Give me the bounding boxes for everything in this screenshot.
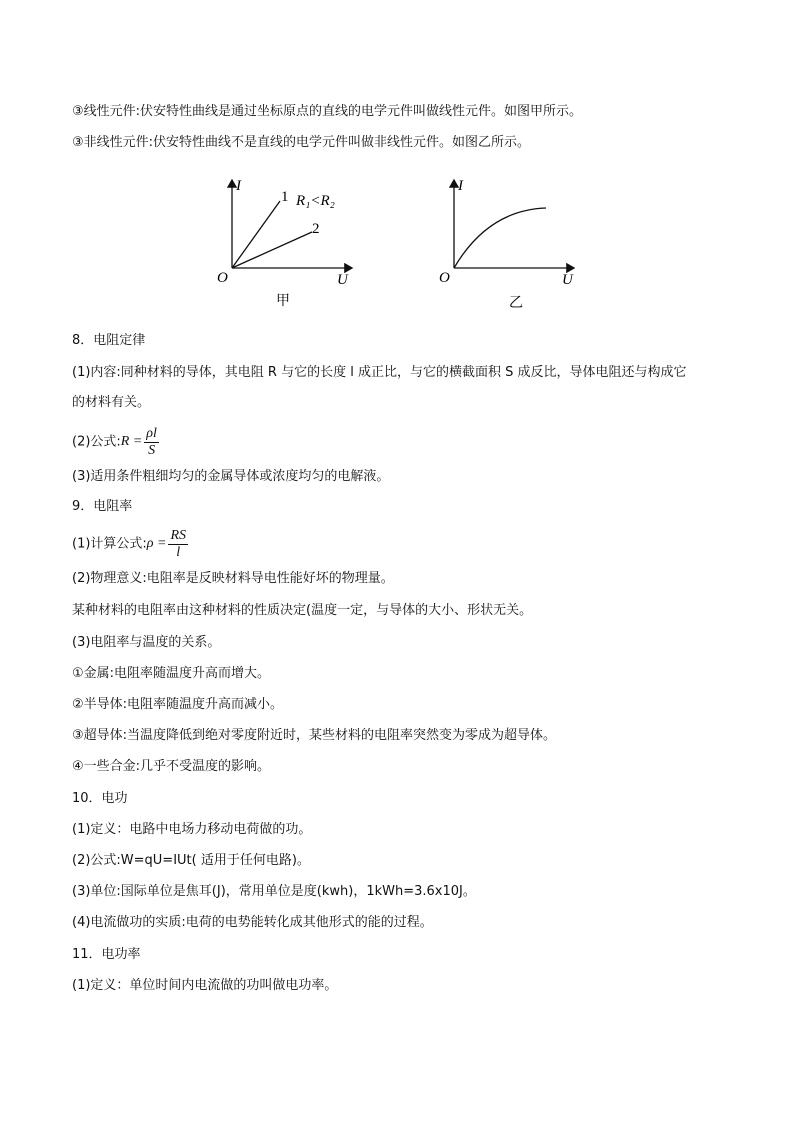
section-9-semiconductor: ②半导体:电阻率随温度升高而减小。	[72, 697, 284, 712]
section-9-heading: 9．电阻率	[72, 499, 133, 514]
x-axis-label: U	[562, 272, 573, 288]
x-axis-label: U	[337, 272, 348, 288]
section-8-condition: (3)适用条件粗细均匀的金属导体或浓度均匀的电解液。	[72, 469, 390, 484]
line-2	[232, 232, 312, 268]
figure-caption-jia: 甲	[276, 293, 290, 309]
resistance-relation: R₁<R₂	[296, 193, 335, 209]
section-9-meaning: (2)物理意义:电阻率是反映材料导电性能好坏的物理量。	[72, 571, 394, 586]
section-11-definition: (1)定义：单位时间内电流做的功叫做电功率。	[72, 978, 338, 993]
line-2-label: 2	[312, 221, 320, 237]
fraction-denominator: l	[176, 544, 181, 560]
fraction-numerator: RS	[170, 527, 187, 543]
section-9-determined: 某种材料的电阻率由这种材料的性质决定(温度一定，与导体的大小、形状无关。	[72, 603, 533, 618]
section-8-heading: 8．电阻定律	[72, 333, 146, 348]
nonlinear-element-text: ③非线性元件:伏安特性曲线不是直线的电学元件叫做非线性元件。如图乙所示。	[72, 135, 531, 150]
formula-label: (2)公式:	[72, 434, 121, 450]
resistivity-formula-lhs: ρ =	[146, 536, 167, 551]
section-9-alloy: ④一些合金:几乎不受温度的影响。	[72, 759, 271, 774]
fraction-numerator: ρl	[146, 425, 157, 441]
resistance-fraction	[144, 426, 159, 459]
section-11-heading: 11．电功率	[72, 947, 141, 962]
section-8-content-line2: 的材料有关。	[72, 395, 151, 410]
formula-label: (1)计算公式:	[72, 536, 147, 552]
section-9-superconductor: ③超导体:当温度降低到绝对零度附近时，某些材料的电阻率突然变为零成为超导体。	[72, 728, 557, 743]
figure-caption-yi: 乙	[509, 295, 523, 311]
fraction-denominator: S	[148, 442, 156, 458]
section-10-formula: (2)公式:W=qU=IUt( 适用于任何电路)。	[72, 853, 310, 868]
line-1	[232, 201, 280, 268]
section-9-temperature: (3)电阻率与温度的关系。	[72, 635, 221, 650]
figure-jia	[210, 172, 360, 312]
line-1-label: 1	[281, 189, 289, 205]
section-9-metal: ①金属:电阻率随温度升高而增大。	[72, 666, 271, 681]
linear-element-text: ③线性元件:伏安特性曲线是通过坐标原点的直线的电学元件叫做线性元件。如图甲所示。	[72, 104, 583, 119]
section-10-heading: 10．电功	[72, 791, 128, 806]
resistance-formula-line	[72, 424, 724, 461]
resistivity-formula-line	[72, 526, 724, 563]
section-8-content-line1: (1)内容:同种材料的导体，其电阻 R 与它的长度 l 成正比，与它的横截面积 S 成反比，导体电阻还与构成它	[72, 365, 687, 380]
section-10-definition: (1)定义：电路中电场力移动电荷做的功。	[72, 822, 312, 837]
origin-label: O	[217, 270, 228, 286]
origin-label: O	[439, 270, 450, 286]
y-axis-label: I	[236, 178, 241, 194]
y-axis-label: I	[458, 178, 463, 194]
section-10-essence: (4)电流做功的实质:电荷的电势能转化成其他形式的能的过程。	[72, 915, 433, 930]
iv-curve	[454, 208, 546, 268]
resistivity-fraction	[168, 528, 188, 561]
section-10-unit: (3)单位:国际单位是焦耳(J)，常用单位是度(kwh)，1kWh=3.6x10J。	[72, 884, 476, 899]
resistance-formula-lhs: R =	[120, 434, 143, 449]
figure-yi	[432, 172, 582, 312]
